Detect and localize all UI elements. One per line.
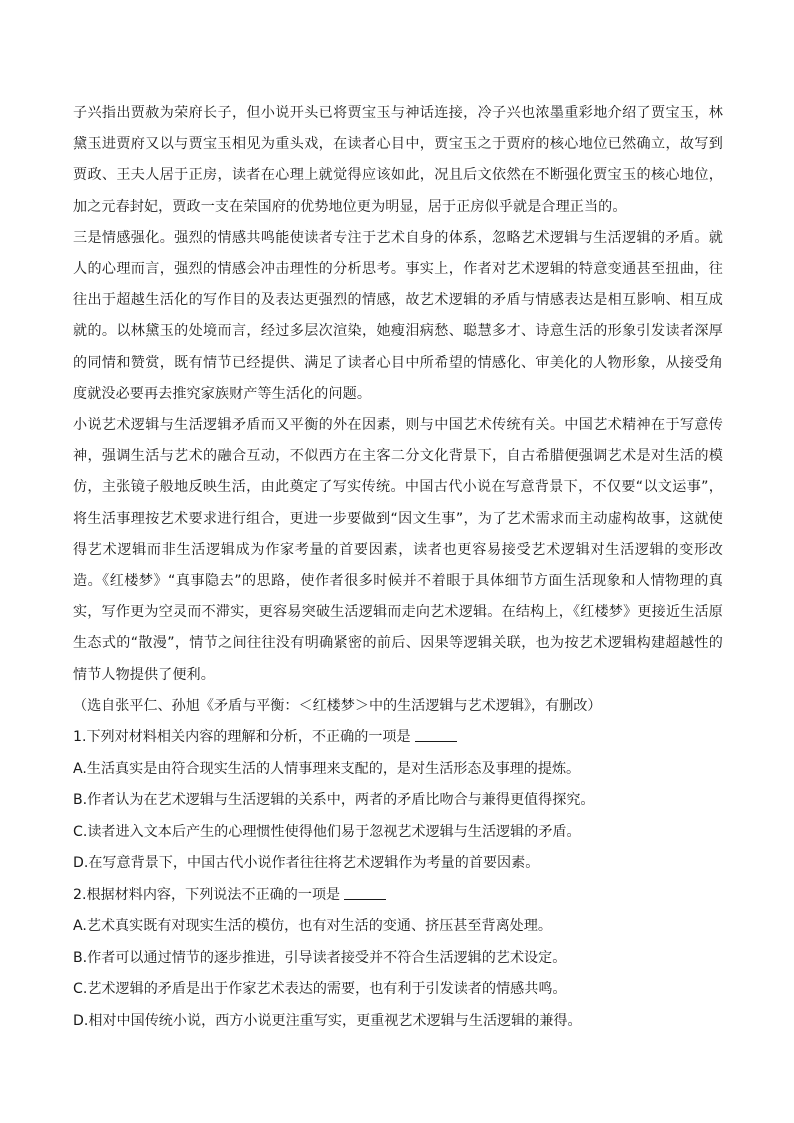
question-stem: [73, 880, 723, 912]
answer-blank[interactable]: [344, 885, 386, 900]
question-stem-text: 2.根据材料内容，下列说法不正确的一项是: [73, 886, 341, 903]
option-a: A.艺术真实既有对现实生活的模仿，也有对生活的变通、挤压甚至背离处理。: [73, 918, 552, 935]
question-2: [73, 880, 723, 1038]
option-c: C.读者进入文本后产生的心理惯性使得他们易于忽视艺术逻辑与生活逻辑的矛盾。: [73, 823, 581, 840]
body-paragraph-2: 三是情感强化。强烈的情感共鸣能使读者专注于艺术自身的体系，忽略艺术逻辑与生活逻辑的矛盾。就人的心理而言，强烈的情感会冲击理性的分析思考。事实上，作者对艺术逻辑的特意变通甚至扭曲，往往出于超越生活化的写作目的及表达更强烈的情感，故艺术逻辑的矛盾与情感表达是相互影响、相互成就的。以林黛玉的处境而言，经过多层次渲染，她瘦泪病愁、聪慧多才、诗意生活的形象引发读者深厚的同情和赞赏，既有情节已经提供、满足了读者心目中所希望的情感化、审美化的人物形象，从接受角度就没必要再去推究家族财产等生活化的问题。: [73, 229, 723, 402]
answer-blank[interactable]: [415, 727, 457, 742]
option-d: D.在写意背景下，中国古代小说作者往往将艺术逻辑作为考量的首要因素。: [73, 855, 540, 872]
body-paragraph-3: 小说艺术逻辑与生活逻辑矛盾而又平衡的外在因素，则与中国艺术传统有关。中国艺术精神在于写意传神，强调生活与艺术的融合互动，不似西方在主客二分文化背景下，自古希腊便强调艺术是对生活的模仿，主张镜子般地反映生活，由此奠定了写实传统。中国古代小说在写意背景下，不仅要“以文运事”，将生活事理按艺术要求进行组合，更进一步要做到“因文生事”，为了艺术需求而主动虚构故事，这就使得艺术逻辑而非生活逻辑成为作家考量的首要因素，读者也更容易接受艺术逻辑对生活逻辑的变形改造。《红楼梦》“真事隐去”的思路，使作者很多时候并不着眼于具体细节方面生活现象和人情物理的真实，写作更为空灵而不滞实，更容易突破生活逻辑而走向艺术逻辑。在结构上，《红楼梦》更接近生活原生态式的“散漫”，情节之间往往没有明确紧密的前后、因果等逻辑关联，也为按艺术逻辑构建超越性的情节人物提供了便利。: [73, 417, 723, 683]
option-c: C.艺术逻辑的矛盾是出于作家艺术表达的需要，也有利于引发读者的情感共鸣。: [73, 981, 567, 998]
question-stem-text: 1.下列对材料相关内容的理解和分析，不正确的一项是: [73, 729, 411, 746]
body-paragraph-1: 子兴指出贾赦为荣府长子，但小说开头已将贾宝玉与神话连接，冷子兴也浓墨重彩地介绍了贾宝玉，林黛玉进贾府又以与贾宝玉相见为重头戏，在读者心目中，贾宝玉之于贾府的核心地位已然确立，故写到贾政、王夫人居于正房，读者在心理上就觉得应该如此，况且后文依然在不断强化贾宝玉的核心地位，加之元春封妃，贾政一支在荣国府的优势地位更为明显，居于正房似乎就是合理正当的。: [73, 105, 723, 215]
source-citation: （选自张平仁、孙旭《矛盾与平衡：＜红楼梦＞中的生活逻辑与艺术逻辑》，有删改）: [73, 697, 602, 714]
option-a: A.生活真实是由符合现实生活的人情事理来支配的，是对生活形态及事理的提炼。: [73, 760, 581, 777]
option-b: B.作者可以通过情节的逐步推进，引导读者接受并不符合生活逻辑的艺术设定。: [73, 949, 567, 966]
question-1: [73, 722, 723, 880]
question-stem: [73, 722, 723, 754]
document-page: [73, 98, 723, 1037]
option-b: B.作者认为在艺术逻辑与生活逻辑的关系中，两者的矛盾比吻合与兼得更值得探究。: [73, 792, 595, 809]
option-d: D.相对中国传统小说，西方小说更注重写实，更重视艺术逻辑与生活逻辑的兼得。: [73, 1012, 582, 1029]
